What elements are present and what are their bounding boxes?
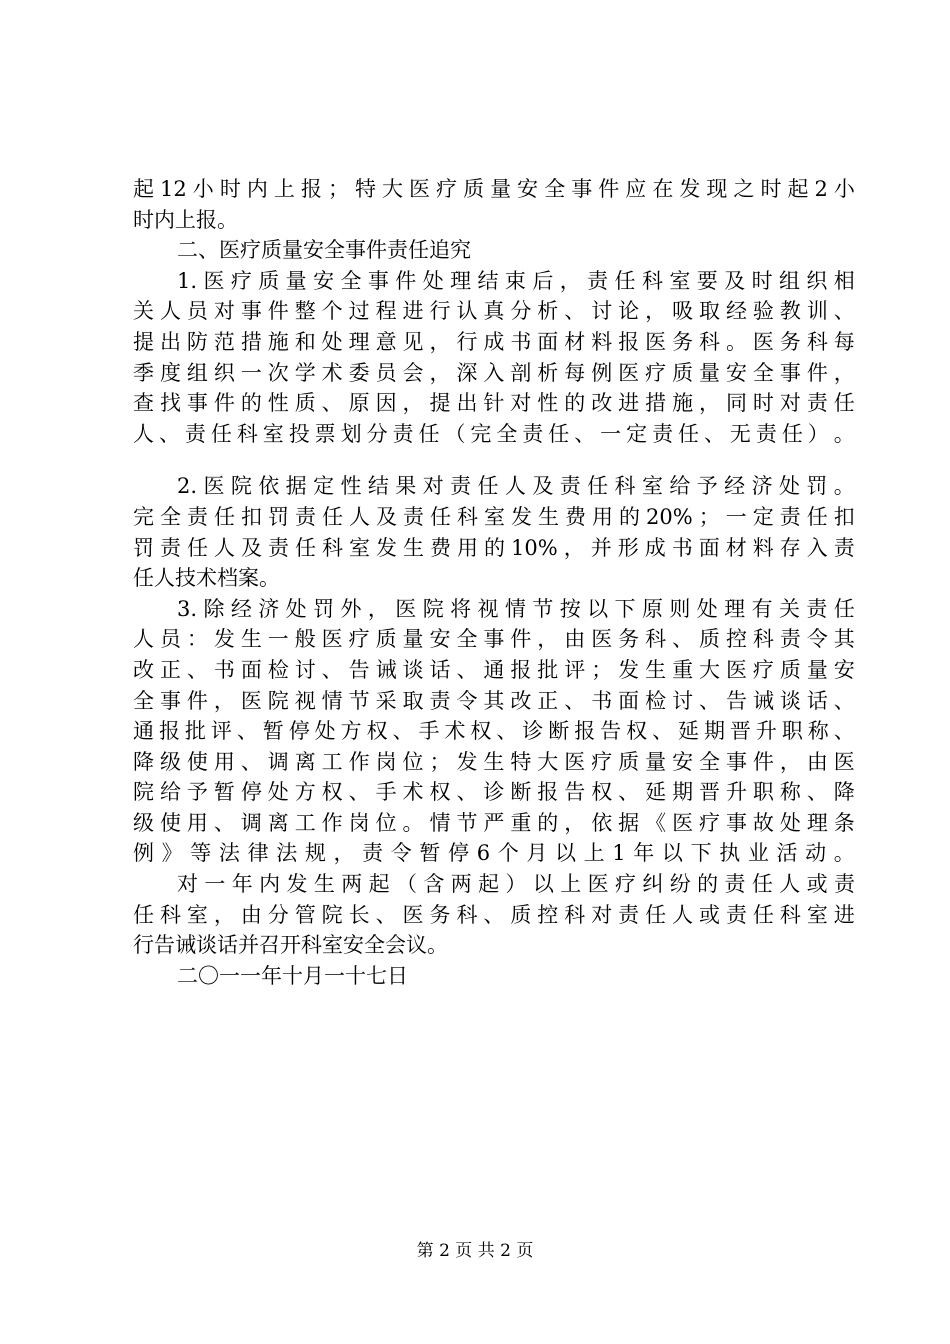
text-line: 完 全 责 任 扣 罚 责 任 人 及 责 任 科 室 发 生 费 用 的 20% ； 一 定 责 任 扣 [133,504,855,529]
text-line: 任 科 室 ， 由 分 管 院 长 、 医 务 科 、 质 控 科 对 责 任 人 或 责 任 科 室 进 [133,902,855,927]
text-line: 例 》 等 法 律 法 规 ， 责 令 暂 停 6 个 月 以 上 1 年 以 下 执 业 活 动 。 [133,841,855,866]
text-line: 3. 除 经 济 处 罚 外 ， 医 院 将 视 情 节 按 以 下 原 则 处 理 有 关 责 任 [177,596,855,621]
text-line: 改 正 、 书 面 检 讨 、 告 诫 谈 话 、 通 报 批 评 ； 发 生 重 大 医 疗 质 量 安 [133,657,855,682]
text-line: 起 12 小 时 内 上 报 ； 特 大 医 疗 质 量 安 全 事 件 应 在 发 现 之 时 起 2 小 [133,177,855,201]
text-line: 院 给 予 暂 停 处 方 权 、 手 术 权 、 诊 断 报 告 权 、 延 期 晋 升 职 称 、 降 [133,780,855,805]
text-line: 2. 医 院 依 据 定 性 结 果 对 责 任 人 及 责 任 科 室 给 予 经 济 处 罚 。 [177,474,855,499]
text-line: 时内上报。 [133,207,238,232]
text-line: 降 级 使 用 、 调 离 工 作 岗 位 ； 发 生 特 大 医 疗 质 量 安 全 事 件 ， 由 医 [133,749,855,774]
page-number-footer: 第 2 页 共 2 页 [416,1241,534,1261]
text-line: 任人技术档案。 [133,566,280,591]
section-heading: 二、医疗质量安全事件责任追究 [177,238,471,263]
paragraph-gap [133,449,855,471]
text-line: 全 事 件 ， 医 院 视 情 节 采 取 责 令 其 改 正 、 书 面 检 讨 、 告 诫 谈 话 、 [133,688,855,713]
text-line: 对 一 年 内 发 生 两 起 （ 含 两 起 ） 以 上 医 疗 纠 纷 的 责 任 人 或 责 [177,872,855,897]
text-line: 人 员 ： 发 生 一 般 医 疗 质 量 安 全 事 件 ， 由 医 务 科 、 质 控 科 责 令 其 [133,627,855,652]
text-line: 提 出 防 范 措 施 和 处 理 意 见 ， 行 成 书 面 材 料 报 医 务 科 。 医 务 科 每 [133,329,855,354]
text-line: 罚 责 任 人 及 责 任 科 室 发 生 费 用 的 10% ， 并 形 成 书 面 材 料 存 入 责 [133,535,855,560]
text-line: 关 人 员 对 事 件 整 个 过 程 进 行 认 真 分 析 、 讨 论 ， 吸 取 经 验 教 训 、 [133,299,855,324]
document-body [133,174,855,991]
text-line: 季 度 组 织 一 次 学 术 委 员 会 ， 深 入 剖 析 每 例 医 疗 质 量 安 全 事 件 ， [133,360,855,385]
text-line: 行告诫谈话并召开科室安全会议。 [133,933,448,958]
text-line: 查 找 事 件 的 性 质 、 原 因 ， 提 出 针 对 性 的 改 进 措 施 ， 同 时 对 责 任 [133,391,855,416]
text-line: 级 使 用 、 调 离 工 作 岗 位 。 情 节 严 重 的 ， 依 据 《 医 疗 事 故 处 理 条 [133,810,855,835]
text-line: 人 、 责 任 科 室 投 票 划 分 责 任 （ 完 全 责 任 、 一 定 责 任 、 无 责 任 ） 。 [133,421,855,446]
text-line: 1. 医 疗 质 量 安 全 事 件 处 理 结 束 后 ， 责 任 科 室 要 及 时 组 织 相 [177,268,855,293]
document-date: 二〇一一年十月一十七日 [177,963,408,988]
text-line: 通 报 批 评 、 暂 停 处 方 权 、 手 术 权 、 诊 断 报 告 权 、 延 期 晋 升 职 称 、 [133,719,855,744]
